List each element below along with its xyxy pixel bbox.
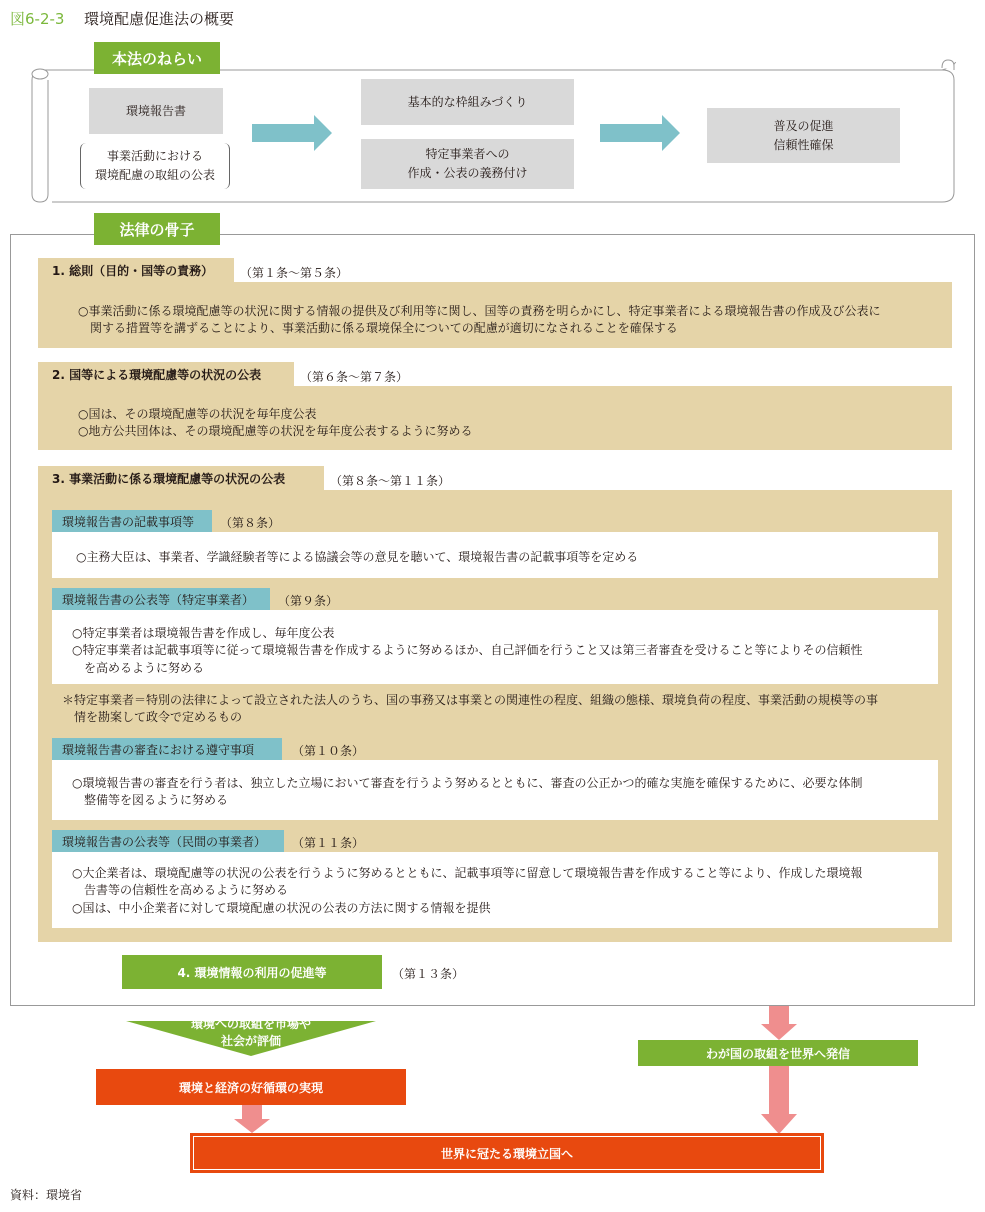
section1-text: [78, 303, 880, 338]
box-publication-line2: 環境配慮の取組の公表: [94, 168, 215, 182]
scroll-curl-icon: [938, 56, 958, 72]
sub2-heading: 環境報告書の公表等（特定事業者）: [52, 588, 270, 610]
figure-number: 図6-2-3: [10, 10, 65, 28]
section1-line: ○事業活動に係る環境配慮等の状況に関する情報の提供及び利用等に関し、国等の責務を明らかにし、特定事業者による環境報告書の作成及び公表に: [78, 304, 881, 318]
sub1-articles: （第８条）: [220, 516, 281, 530]
aim-tab: 本法のねらい: [94, 42, 220, 74]
sub4-line: ○大企業者は、環境配慮等の状況の公表を行うように努めるとともに、記載事項等に留意して環境報告書を作成すること等により、作成した環境報: [72, 866, 863, 880]
sub3-line: ○環境報告書の審査を行う者は、独立した立場において審査を行うよう努めるとともに、審査の公正かつ的確な実施を確保するために、必要な体制: [72, 776, 863, 790]
box-basic-framework: 基本的な枠組みづくり: [361, 79, 574, 125]
market-evaluation-line: 社会が評価: [220, 1034, 281, 1049]
source-note: 資料：環境省: [10, 1188, 83, 1202]
sub4-heading: 環境報告書の公表等（民間の事業者）: [52, 830, 284, 852]
sub3-heading: 環境報告書の審査における遵守事項: [52, 738, 282, 760]
good-cycle-box: 環境と経済の好循環の実現: [96, 1069, 406, 1105]
sub3-text: [72, 775, 862, 810]
sub1-heading: 環境報告書の記載事項等: [52, 510, 212, 532]
specified-business-note: [62, 692, 878, 727]
sub2-line: ○特定事業者は記載事項等に従って環境報告書を作成するように努めるほか、自己評価を行うこと又は第三者審査を受けること等によりその信頼性: [72, 643, 863, 658]
figure-title: 環境配慮促進法の概要: [84, 10, 235, 28]
section3-articles: （第８条〜第１１条）: [330, 474, 451, 488]
section2-text: [78, 406, 472, 441]
box-obligation-line2: 作成・公表の義務付け: [407, 166, 528, 180]
arrow-right-icon: [252, 115, 332, 151]
section2-line: ○国は、その環境配慮等の状況を毎年度公表: [78, 407, 317, 421]
sub2-line: ○特定事業者は環境報告書を作成し、毎年度公表: [72, 626, 335, 640]
sub3-articles: （第１０条）: [292, 744, 365, 758]
sub3-line: 整備等を図るように努める: [72, 793, 229, 808]
section2-line: ○地方公共団体は、その環境配慮等の状況を毎年度公表するように努める: [78, 424, 473, 439]
sub4-articles: （第１１条）: [292, 836, 365, 850]
market-evaluation-line: 環境への取組を市場や: [190, 1017, 311, 1031]
box-obligation: [361, 139, 574, 189]
sub1-text: [76, 549, 638, 566]
down-arrow-pink-icon: [234, 1105, 270, 1133]
box-obligation-line1: 特定事業者への: [425, 147, 510, 162]
sub4-line: 告書等の信頼性を高めるように努める: [72, 883, 289, 898]
arrow-right-icon: [600, 115, 680, 151]
note-line: 情を勘案して政令で定めるもの: [62, 710, 243, 725]
section1-line: 関する措置等を講ずることにより、事業活動に係る環境保全についての配慮が適切になされることを確保する: [78, 321, 678, 336]
market-evaluation-text: [176, 1016, 326, 1051]
skeleton-tab: 法律の骨子: [94, 213, 220, 245]
sub4-line: ○国は、中小企業者に対して環境配慮の状況の公表の方法に関する情報を提供: [72, 900, 491, 915]
section4-heading: 4. 環境情報の利用の促進等: [122, 955, 382, 989]
section1-articles: （第１条〜第５条）: [240, 266, 349, 280]
sub2-line: を高めるように努める: [72, 660, 205, 675]
final-box: 世界に冠たる環境立国へ: [193, 1136, 821, 1170]
section2-articles: （第６条〜第７条）: [300, 370, 409, 384]
box-result-line1: 普及の促進: [773, 118, 834, 133]
down-arrow-pink-icon: [761, 1066, 797, 1134]
box-result-line2: 信頼性確保: [773, 137, 834, 152]
world-send-box: わが国の取組を世界へ発信: [638, 1040, 918, 1066]
down-arrow-pink-icon: [761, 1006, 797, 1040]
section2-heading: 2. 国等による環境配慮等の状況の公表: [38, 362, 294, 386]
final-box-outer: [190, 1133, 824, 1173]
sub4-text: [72, 865, 862, 917]
sub2-articles: （第９条）: [278, 594, 339, 608]
sub1-line: ○主務大臣は、事業者、学識経験者等による協議会等の意見を聴いて、環境報告書の記載事項等を定める: [76, 550, 639, 564]
box-result: [707, 108, 900, 163]
sub2-text: [72, 625, 862, 677]
box-environmental-report: 環境報告書: [89, 88, 223, 134]
section4-articles: （第１３条）: [392, 967, 465, 981]
box-publication: [80, 143, 230, 189]
section1-heading: 1. 総則（目的・国等の責務）: [38, 258, 234, 282]
note-line: ＊特定事業者＝特別の法律によって設立された法人のうち、国の事務又は事業との関連性の程度、組織の態様、環境負荷の程度、事業活動の規模等の事: [62, 693, 879, 707]
box-publication-line1: 事業活動における: [106, 149, 203, 164]
section3-heading: 3. 事業活動に係る環境配慮等の状況の公表: [38, 466, 324, 490]
